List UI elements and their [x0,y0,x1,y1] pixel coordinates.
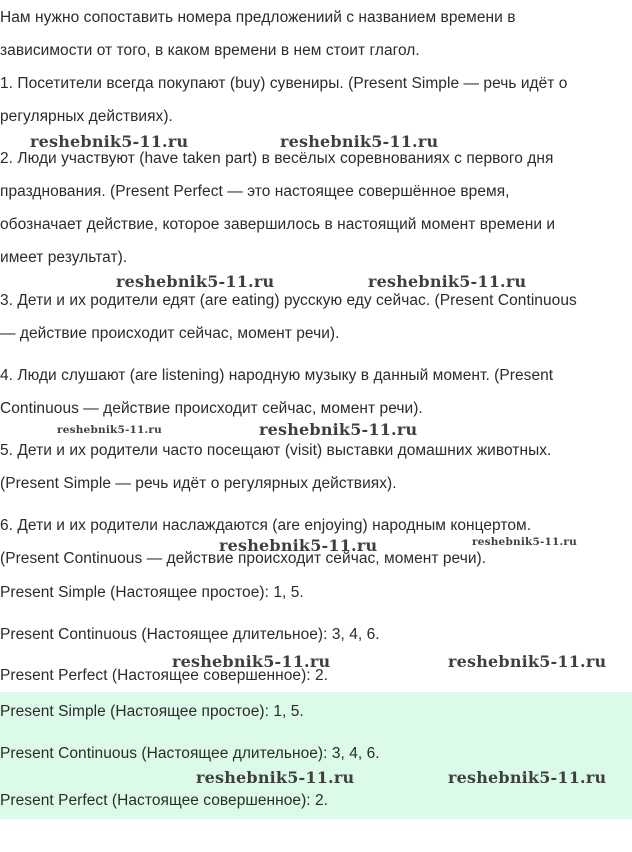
watermark: reshebnik5-11.ru [472,536,577,548]
answer-present-simple: Present Simple (Настоящее простое): 1, 5. [0,703,304,720]
item-4-line-1: 4. Люди слушают (are listening) народную музыку в данный момент. (Present [0,367,554,384]
watermark: reshebnik5-11.ru [57,424,162,436]
item-2-line-3: обозначает действие, которое завершилось в настоящий момент времени и [0,216,556,233]
watermark: reshebnik5-11.ru [368,272,527,291]
item-3-line-2: — действие происходит сейчас, момент речи). [0,325,340,342]
watermark: reshebnik5-11.ru [448,652,607,671]
item-2-line-4: имеет результат). [0,249,128,266]
answer-present-continuous: Present Continuous (Настоящее длительное): 3, 4, 6. [0,745,380,762]
intro-line-1: Нам нужно сопоставить номера предложениий с названием времени в [0,9,516,26]
item-5-line-1: 5. Дети и их родители часто посещают (visit) выставки домашних животных. [0,442,552,459]
summary-present-simple: Present Simple (Настоящее простое): 1, 5. [0,584,304,601]
watermark: reshebnik5-11.ru [448,768,607,787]
item-1-line-2: регулярных действиях). [0,108,173,125]
intro-line-2: зависимости от того, в каком времени в нем стоит глагол. [0,42,420,59]
summary-present-continuous: Present Continuous (Настоящее длительное): 3, 4, 6. [0,626,380,643]
watermark: reshebnik5-11.ru [116,272,275,291]
item-4-line-2: Continuous — действие происходит сейчас, момент речи). [0,400,423,417]
summary-present-perfect: Present Perfect (Настоящее совершенное): 2. [0,667,329,684]
watermark: reshebnik5-11.ru [219,536,378,555]
item-6-line-1: 6. Дети и их родители наслаждаются (are enjoying) народным концертом. [0,517,532,534]
item-5-line-2: (Present Simple — речь идёт о регулярных действиях). [0,475,397,492]
watermark: reshebnik5-11.ru [30,132,189,151]
watermark: reshebnik5-11.ru [259,420,418,439]
item-2-line-2: празднования. (Present Perfect — это настоящее совершённое время, [0,183,510,200]
item-3-line-1: 3. Дети и их родители едят (are eating) русскую еду сейчас. (Present Continuous [0,292,577,309]
answer-present-perfect: Present Perfect (Настоящее совершенное): 2. [0,792,329,809]
item-6-line-2: (Present Continuous — действие происходит сейчас, момент речи). [0,550,487,567]
item-1-line-1: 1. Посетители всегда покупают (buy) сувениры. (Present Simple — речь идёт о [0,75,568,92]
watermark: reshebnik5-11.ru [280,132,439,151]
watermark: reshebnik5-11.ru [172,652,331,671]
watermark: reshebnik5-11.ru [196,768,355,787]
item-2-line-1: 2. Люди участвуют (have taken part) в весёлых соревнованиях с первого дня [0,150,554,167]
